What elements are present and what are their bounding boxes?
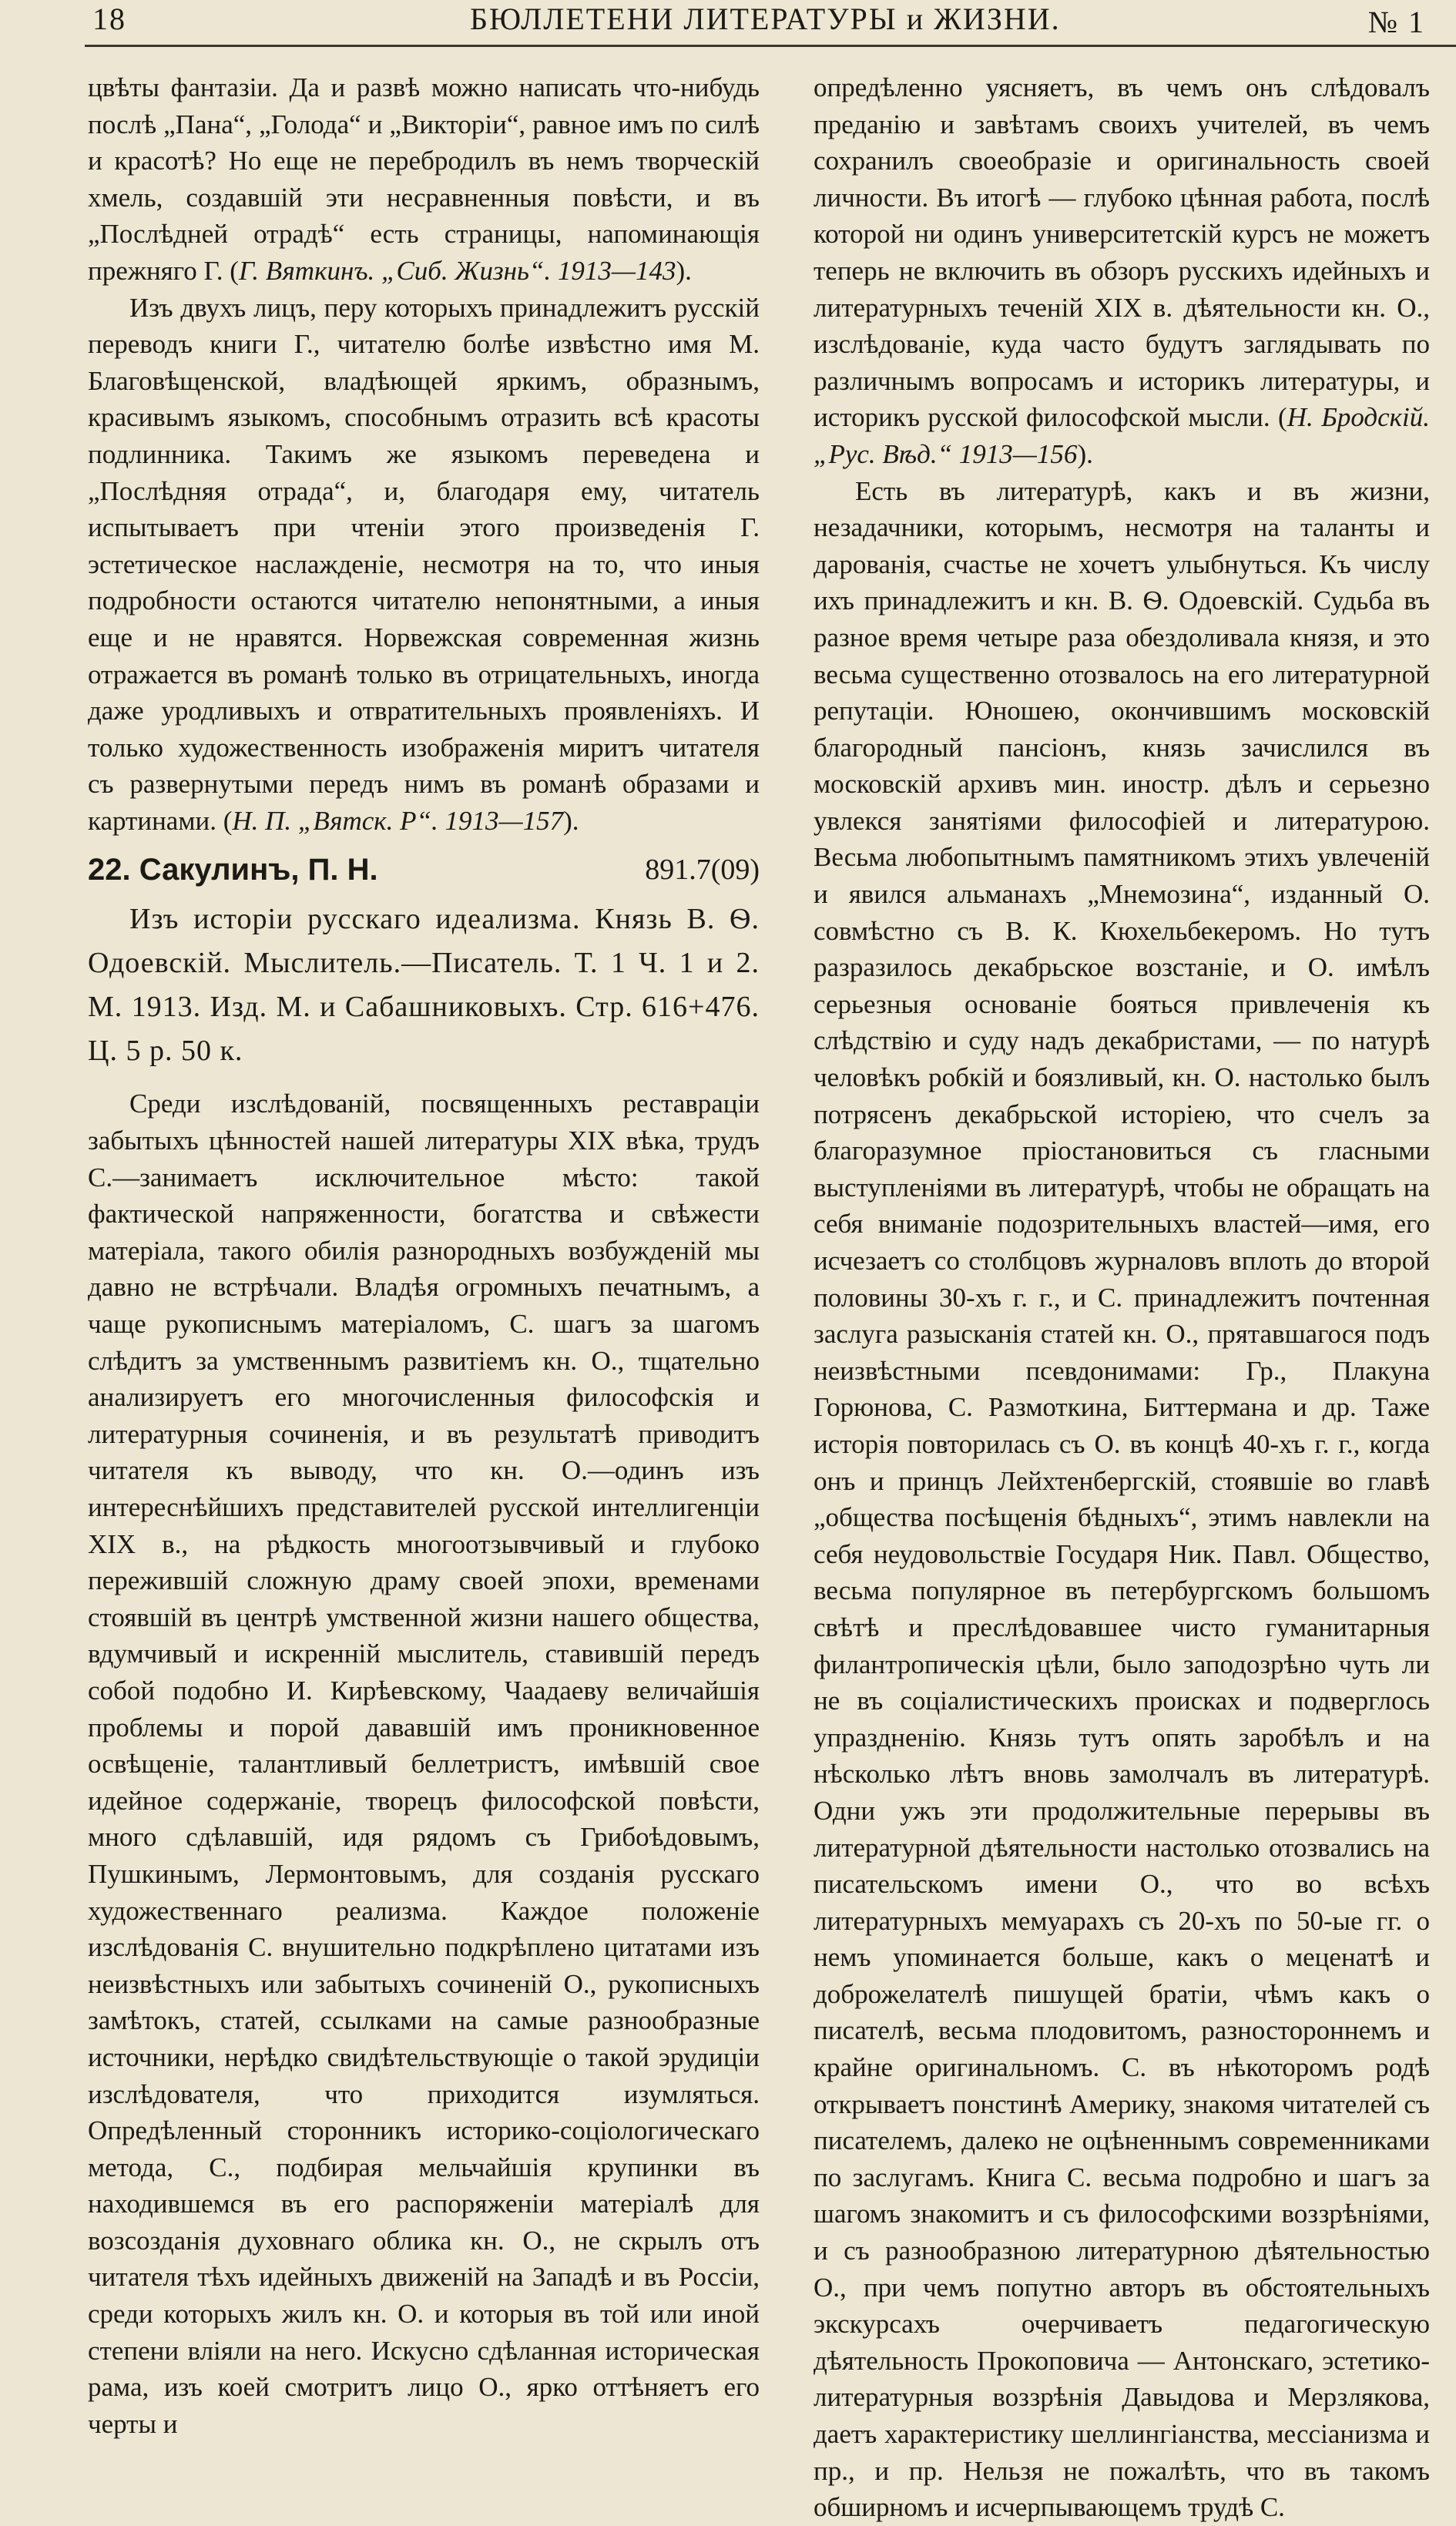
right-column — [814, 69, 1430, 2526]
paragraph-text: опредѣленно уясняетъ, въ чемъ онъ слѣдовалъ преданію и завѣтамъ своихъ учителей, въ чемъ сохранилъ своеобразіе и оригинальность своей личности. Въ итогѣ — глубоко цѣнная работа, послѣ которой ни одинъ университетскій курсъ не можетъ теперь не включить въ обзоръ русскихъ идейныхъ и литературныхъ теченій XIX в. дѣятельности кн. О., изслѣдованіе, куда часто будутъ заглядывать по различнымъ вопросамъ и историкъ литературы, и историкъ русской философской мысли. ( — [814, 72, 1430, 433]
left-column — [88, 69, 760, 2442]
continued-paragraph — [814, 69, 1430, 473]
bibliographic-description: Изъ исторіи русскаго идеализма. Князь В. Ѳ. Одоевскій. Мыслитель.—Писатель. Т. 1 Ч. 1 и 2. М. 1913. Изд. М. и Сабашниковыхъ. Стр. 616+476. Ц. 5 р. 50 к. — [88, 903, 760, 1068]
citation-close: ). — [676, 255, 692, 286]
citation-close: ). — [1077, 438, 1093, 469]
review-paragraph: Среди изслѣдованій, посвященныхъ реставраціи забытыхъ цѣнностей нашей литературы XIX вѣка, трудъ С.—занимаетъ исключительное мѣсто: такой фактической напряженности, богатства и свѣжести матеріала, такого обилія разнородныхъ возбужденій мы давно не встрѣчали. Владѣя огромныхъ печатнымъ, а чаще рукописнымъ матеріаломъ, С. шагъ за шагомъ слѣдитъ за умственнымъ развитіемъ кн. О., тщательно анализируетъ его многочисленныя философскія и литературныя сочиненія, и въ результатѣ приводитъ читателя къ выводу, что кн. О.—одинъ изъ интереснѣйшихъ представителей русской интеллигенціи XIX в., на рѣдкость многоотзывчивый и глубоко пережившій сложную драму своей эпохи, временами стоявшій въ центрѣ умственной жизни нашего общества, вдумчивый и искренній мыслитель, ставившій передъ собой подобно И. Кирѣевскому, Чаадаеву величайшія проблемы и порой дававшій имъ проникновенное освѣщеніе, талантливый беллетристъ, имѣвшій свое идейное содержаніе, творецъ философской повѣсти, много сдѣлавшій, идя рядомъ съ Грибоѣдовымъ, Пушкинымъ, Лермонтовымъ, для созданія русскаго художественнаго реализма. Каждое положеніе изслѣдованія С. внушительно подкрѣплено цитатами изъ неизвѣстныхъ или забытыхъ сочиненій О., рукописныхъ замѣтокъ, статей, ссылками на самые разнообразные источники, нерѣдко свидѣтельствующіе о такой эрудиціи изслѣдователя, что приходится изумляться. Опредѣленный сторонникъ историко-соціологическаго метода, С., подбирая мельчайшія крупинки въ находившемся въ его распоряженіи матеріалѣ для возсозданія духовнаго облика кн. О., не скрылъ отъ читателя тѣхъ идейныхъ движеній на Западѣ и въ Россіи, среди которыхъ жилъ кн. О. и которыя въ той или иной степени вліяли на него. Искусно сдѣланная историческая рама, изъ коей смотритъ лицо О., ярко оттѣняетъ его черты и — [88, 1089, 760, 2439]
citation-close: ). — [563, 805, 579, 836]
paragraph-text: цвѣты фантазіи. Да и развѣ можно написать что-нибудь послѣ „Пана“, „Голода“ и „Викторіи“, равное имъ по силѣ и красотѣ? Но еще не перебродилъ въ немъ творческій хмель, создавшій эти несравненныя повѣсти, и въ „Послѣдней отрадѣ“ есть страницы, напоминающія прежняго Г. ( — [88, 72, 760, 286]
paragraph-text: Изъ двухъ лицъ, перу которыхъ принадлежитъ русскій переводъ книги Г., читателю болѣе извѣстно имя М. Благовѣщенской, владѣющей яркимъ, образнымъ, красивымъ языкомъ, способнымъ отразить всѣ красоты подлинника. Такимъ же языкомъ переведена и „Послѣдняя отрада“, и, благодаря ему, читатель испытываетъ при чтеніи этого произведенія Г. эстетическое наслажденіе, несмотря на то, что иныя подробности остаются читателю непонятными, а иныя еще и не нравятся. Норвежская современная жизнь отражается въ романѣ только въ отрицательныхъ, иногда даже уродливыхъ и отвратительныхъ проявленіяхъ. И только художественность изображенія миритъ читателя съ развернутыми передъ нимъ въ романѣ образами и картинами. ( — [88, 292, 760, 836]
entry-heading — [88, 850, 760, 890]
issue-number: № 1 — [1367, 5, 1425, 39]
citation: Н. П. „Вятск. Р“. 1913—157 — [232, 805, 564, 836]
citation: Н. Бродскій. „Рус. Вѣд.“ 1913—156 — [814, 402, 1431, 469]
paragraph — [88, 290, 760, 840]
continued-paragraph — [88, 69, 760, 290]
header-rule — [85, 45, 1456, 47]
classification-number: 891.7(09) — [645, 854, 760, 887]
review-paragraph: Есть въ литературѣ, какъ и въ жизни, незадачники, которымъ, несмотря на таланты и дарованія, счастье не хочетъ улыбнуться. Къ числу ихъ принадлежитъ и кн. В. Ѳ. Одоевскій. Судьба въ разное время четыре раза обездоливала князя, и это весьма существенно отозвалось на его литературной репутаціи. Юношею, окончившимъ московскій благородный пансіонъ, князь зачислился въ московскій архивъ мин. иностр. дѣлъ и серьезно увлекся занятіями философіей и литературою. Весьма любопытнымъ памятникомъ этихъ увлеченій и явился альманахъ „Мнемозина“, изданный О. совмѣстно съ В. К. Кюхельбекеромъ. Но тутъ разразилось декабрьское возстаніе, и О. имѣлъ серьезныя основаніе бояться привлеченія къ слѣдствію и суду надъ декабристами, — по натурѣ человѣкъ робкій и боязливый, кн. О. настолько былъ потрясенъ декабрьской исторіею, что счелъ за благоразумное пріостановиться съ гласными выступленіями въ литературѣ, чтобы не обращать на себя вниманіе подозрительныхъ властей—имя, его исчезаетъ со столбцовъ журналовъ вплоть до второй половины 30-хъ г. г., и С. принадлежитъ почтенная заслуга разысканія статей кн. О., прятавшагося подъ неизвѣстными псевдонимами: Гр., Плакуна Горюнова, С. Размоткина, Биттермана и др. Таже исторія повторилась съ О. въ концѣ 40-хъ г. г., когда онъ и принцъ Лейхтенбергскій, стоявшіе во главѣ „общества посѣщенія бѣдныхъ“, этимъ навлекли на себя неудовольствіе Государя Ник. Павл. Общество, весьма популярное въ петербургскомъ большомъ свѣтѣ и преслѣдовавшее чисто гуманитарныя филантропическія цѣли, было заподозрѣно чуть ли не въ соціалистическихъ происках и подверглось упраздненію. Князь тутъ опять заробѣлъ и на нѣсколько лѣтъ вновь замолчалъ въ литературѣ. Одни ужъ эти продолжительные перерывы въ литературной дѣятельности настолько отозвались на писательскомъ имени О., что во всѣхъ литературныхъ мемуарахъ съ 20-хъ по 50-ые гг. о немъ упоминается больше, какъ о меценатѣ и доброжелателѣ пишущей братіи, чѣмъ какъ о писателѣ, весьма плодовитомъ, разностороннемъ и крайне оригинальномъ. С. въ нѣкоторомъ родѣ открываетъ понстинѣ Америку, знакомя читателей съ писателемъ, далеко не оцѣненнымъ современниками по заслугамъ. Книга С. весьма подробно и шагъ за шагомъ знакомитъ и съ философскими воззрѣніями, и съ разнообразною литературною дѣятельностью О., при чемъ попутно авторъ въ обстоятельныхъ экскурсахъ очерчиваетъ педагогическую дѣятельность Прокоповича — Антонскаго, эстетико-литературныя воззрѣнія Давыдова и Мерзлякова, даетъ характеристику шеллингіанства, мессіанизма и пр., и пр. Нельзя не пожалѣть, что въ такомъ обширномъ и исчерпывающемъ трудѣ С. — [814, 475, 1430, 2523]
running-head — [92, 0, 1425, 49]
journal-title: БЮЛЛЕТЕНИ ЛИТЕРАТУРЫ и ЖИЗНИ. — [470, 2, 1061, 36]
entry-title: 22. Сакулинъ, П. Н. — [88, 853, 378, 887]
citation: Г. Вяткинъ. „Сиб. Жизнь“. 1913—143 — [238, 255, 676, 286]
page-number: 18 — [92, 2, 126, 36]
